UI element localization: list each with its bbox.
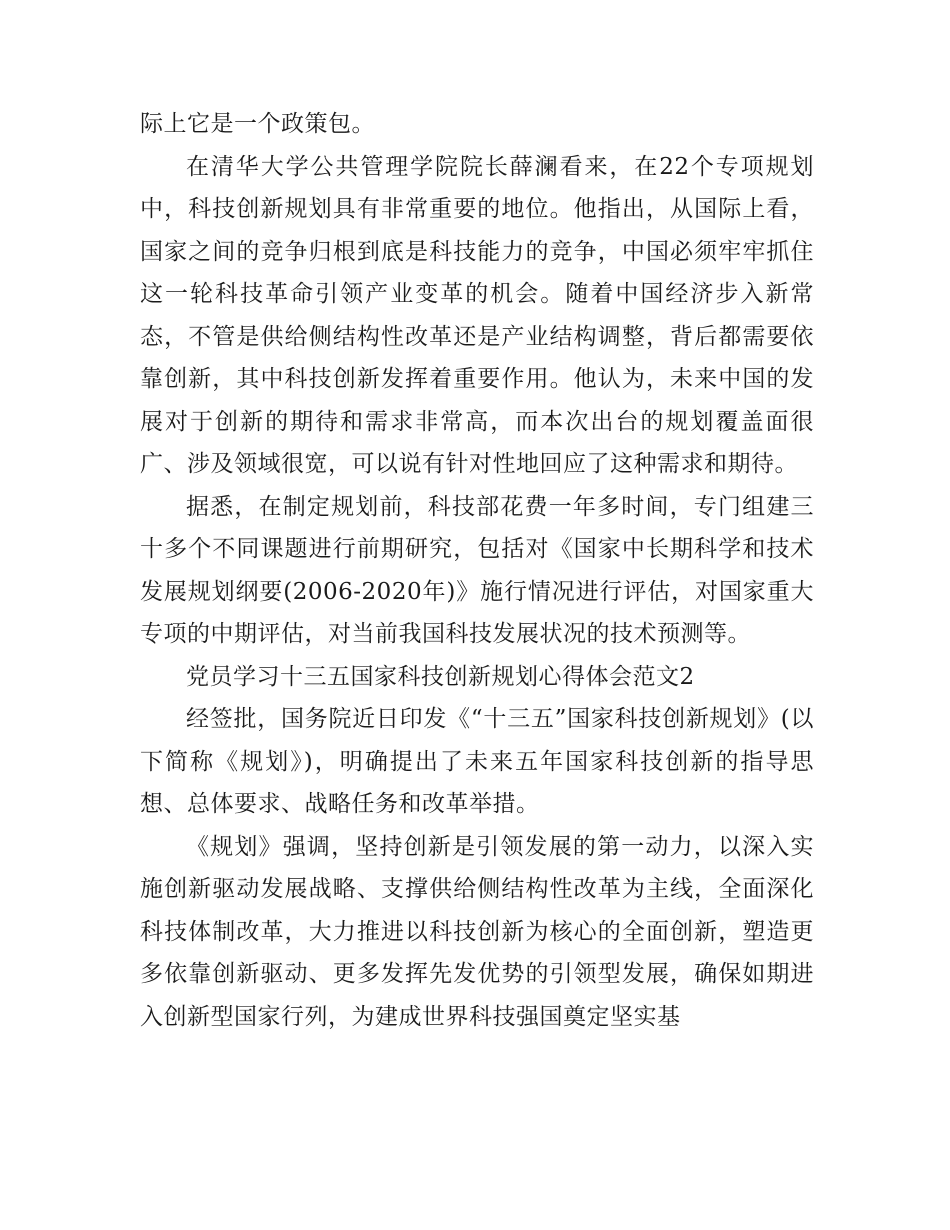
document-page — [140, 103, 814, 1038]
paragraph-preliminary-research: 据悉，在制定规划前，科技部花费一年多时间，专门组建三十多个不同课题进行前期研究，包括对《国家中长期科学和技术发展规划纲要(2006-2020年)》施行情况进行评估，对国家重大专项的中期评估，对当前我国科技发展状况的技术预测等。 — [140, 493, 814, 647]
paragraph-state-council-issue: 经签批，国务院近日印发《“十三五”国家科技创新规划》(以下简称《规划》)，明确提出了未来五年国家科技创新的指导思想、总体要求、战略任务和改革举措。 — [140, 706, 814, 817]
paragraph-xue-lan-view: 在清华大学公共管理学院院长薛澜看来，在22个专项规划中，科技创新规划具有非常重要的地位。他指出，从国际上看，国家之间的竞争归根到底是科技能力的竞争，中国必须牢牢抓住这一轮科技革命引领产业变革的机会。随着中国经济步入新常态，不管是供给侧结构性改革还是产业结构调整，背后都需要依靠创新，其中科技创新发挥着重要作用。他认为，未来中国的发展对于创新的期待和需求非常高，而本次出台的规划覆盖面很广、涉及领域很宽，可以说有针对性地回应了这种需求和期待。 — [140, 153, 814, 477]
paragraph-plan-emphasis: 《规划》强调，坚持创新是引领发展的第一动力，以深入实施创新驱动发展战略、支撑供给侧结构性改革为主线，全面深化科技体制改革，大力推进以科技创新为核心的全面创新，塑造更多依靠创新驱动、更多发挥先发优势的引领型发展，确保如期进入创新型国家行列，为建成世界科技强国奠定坚实基 — [140, 833, 814, 1030]
section-heading: 党员学习十三五国家科技创新规划心得体会范文2 — [186, 663, 695, 690]
paragraph-continuation: 际上它是一个政策包。 — [140, 111, 375, 137]
